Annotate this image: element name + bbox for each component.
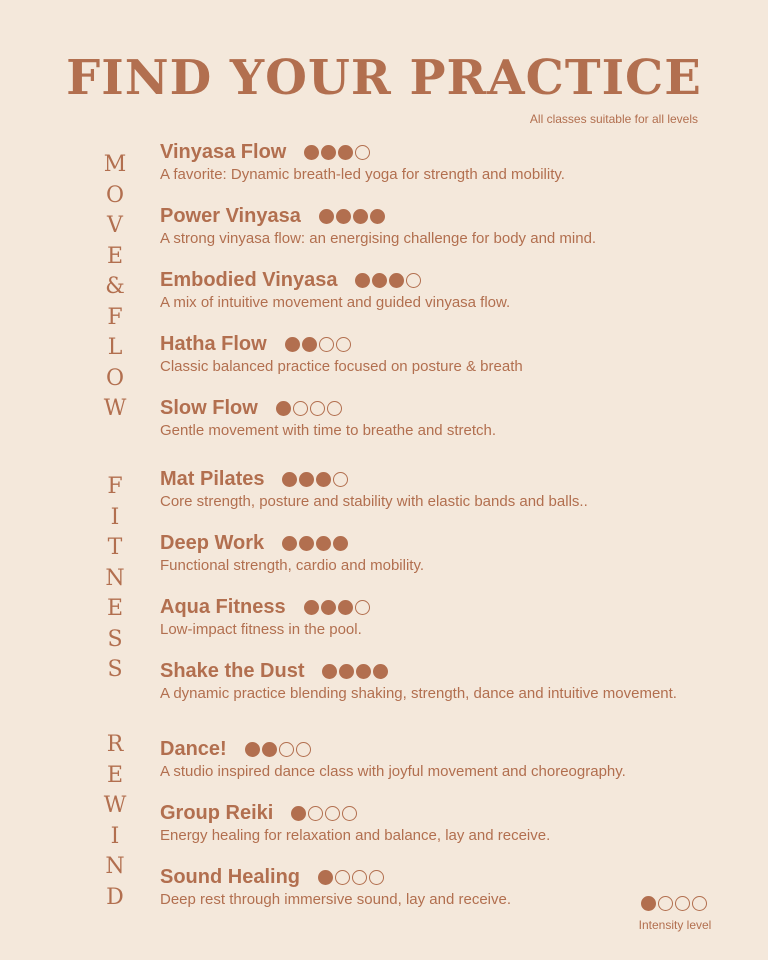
class-name: Sound Healing bbox=[160, 865, 300, 888]
filled-dot-icon bbox=[318, 870, 333, 885]
class-description: A studio inspired dance class with joyful movement and choreography. bbox=[160, 763, 626, 780]
class-name-row bbox=[160, 466, 740, 492]
category-letter: S bbox=[107, 626, 123, 652]
class-name: Vinyasa Flow bbox=[160, 140, 287, 163]
filled-dot-icon bbox=[370, 209, 385, 224]
class-name: Group Reiki bbox=[160, 801, 274, 824]
intensity-dots bbox=[276, 401, 344, 416]
subtitle: All classes suitable for all levels bbox=[529, 112, 698, 126]
category-letter: T bbox=[107, 535, 123, 560]
filled-dot-icon bbox=[321, 600, 336, 615]
filled-dot-icon bbox=[245, 742, 260, 757]
filled-dot-icon bbox=[333, 536, 348, 551]
class-name-row bbox=[160, 736, 740, 762]
empty-dot-icon bbox=[279, 742, 294, 757]
class-entry bbox=[160, 658, 740, 702]
category-letter: I bbox=[110, 823, 120, 849]
category-letter: & bbox=[105, 274, 125, 299]
filled-dot-icon bbox=[304, 145, 319, 160]
class-description: Core strength, posture and stability with elastic bands and balls.. bbox=[160, 493, 588, 510]
class-entry bbox=[160, 594, 740, 638]
category-letter: F bbox=[107, 474, 123, 499]
empty-dot-icon bbox=[333, 472, 348, 487]
category-letter: N bbox=[105, 565, 125, 591]
class-name-row bbox=[160, 800, 740, 826]
intensity-dots bbox=[285, 337, 353, 352]
class-name-row bbox=[160, 864, 740, 890]
class-name: Dance! bbox=[160, 737, 227, 760]
filled-dot-icon bbox=[316, 472, 331, 487]
empty-dot-icon bbox=[327, 401, 342, 416]
empty-dot-icon bbox=[355, 145, 370, 160]
filled-dot-icon bbox=[355, 273, 370, 288]
intensity-dots bbox=[282, 472, 350, 487]
filled-dot-icon bbox=[291, 806, 306, 821]
class-name-row bbox=[160, 203, 740, 229]
class-description: Functional strength, cardio and mobility. bbox=[160, 557, 425, 574]
category-letter: D bbox=[106, 884, 124, 910]
empty-dot-icon bbox=[369, 870, 384, 885]
class-description: A dynamic practice blending shaking, strength, dance and intuitive movement. bbox=[160, 685, 677, 702]
intensity-dots bbox=[304, 600, 372, 615]
filled-dot-icon bbox=[302, 337, 317, 352]
empty-dot-icon bbox=[658, 896, 673, 911]
empty-dot-icon bbox=[335, 870, 350, 885]
category-letter: L bbox=[107, 335, 123, 360]
empty-dot-icon bbox=[296, 742, 311, 757]
class-name-row bbox=[160, 331, 740, 357]
intensity-dots bbox=[319, 209, 387, 224]
filled-dot-icon bbox=[338, 600, 353, 615]
empty-dot-icon bbox=[319, 337, 334, 352]
filled-dot-icon bbox=[282, 472, 297, 487]
filled-dot-icon bbox=[353, 209, 368, 224]
filled-dot-icon bbox=[336, 209, 351, 224]
filled-dot-icon bbox=[373, 664, 388, 679]
intensity-legend bbox=[634, 896, 716, 932]
class-entry bbox=[160, 139, 740, 183]
empty-dot-icon bbox=[352, 870, 367, 885]
class-entry bbox=[160, 395, 740, 439]
class-entry bbox=[160, 800, 740, 844]
class-description: Deep rest through immersive sound, lay and receive. bbox=[160, 891, 512, 908]
class-name: Slow Flow bbox=[160, 396, 258, 419]
category-letter: E bbox=[106, 596, 124, 621]
class-name-row bbox=[160, 530, 740, 556]
category-letter: S bbox=[107, 657, 123, 682]
filled-dot-icon bbox=[282, 536, 297, 551]
category-letter: I bbox=[110, 504, 120, 530]
category-letter: M bbox=[103, 152, 127, 177]
category-move-flow bbox=[100, 150, 130, 425]
empty-dot-icon bbox=[293, 401, 308, 416]
filled-dot-icon bbox=[338, 145, 353, 160]
class-name-row bbox=[160, 139, 740, 165]
class-description: Gentle movement with time to breathe and stretch. bbox=[160, 422, 496, 439]
empty-dot-icon bbox=[342, 806, 357, 821]
filled-dot-icon bbox=[304, 600, 319, 615]
class-entry bbox=[160, 267, 740, 311]
category-rewind bbox=[100, 730, 130, 913]
class-name: Embodied Vinyasa bbox=[160, 268, 338, 291]
category-letter: E bbox=[106, 762, 124, 788]
intensity-dots bbox=[318, 870, 386, 885]
empty-dot-icon bbox=[406, 273, 421, 288]
class-name: Shake the Dust bbox=[160, 659, 305, 682]
class-description: Energy healing for relaxation and balance, lay and receive. bbox=[160, 827, 551, 844]
category-fitness bbox=[100, 472, 130, 686]
filled-dot-icon bbox=[372, 273, 387, 288]
filled-dot-icon bbox=[262, 742, 277, 757]
class-name: Mat Pilates bbox=[160, 467, 265, 490]
class-name: Aqua Fitness bbox=[160, 595, 286, 618]
empty-dot-icon bbox=[355, 600, 370, 615]
class-entry bbox=[160, 331, 740, 375]
empty-dot-icon bbox=[310, 401, 325, 416]
legend-intensity-dots bbox=[641, 896, 709, 911]
class-name-row bbox=[160, 267, 740, 293]
empty-dot-icon bbox=[692, 896, 707, 911]
class-name-row bbox=[160, 395, 740, 421]
intensity-dots bbox=[355, 273, 423, 288]
filled-dot-icon bbox=[299, 472, 314, 487]
category-letter: R bbox=[106, 732, 124, 757]
empty-dot-icon bbox=[675, 896, 690, 911]
category-letter: V bbox=[107, 213, 123, 238]
intensity-dots bbox=[282, 536, 350, 551]
page-title: FIND YOUR PRACTICE bbox=[66, 50, 702, 106]
class-name-row bbox=[160, 658, 740, 684]
filled-dot-icon bbox=[299, 536, 314, 551]
empty-dot-icon bbox=[325, 806, 340, 821]
class-description: A mix of intuitive movement and guided vinyasa flow. bbox=[160, 294, 511, 311]
class-description: A favorite: Dynamic breath-led yoga for strength and mobility. bbox=[160, 166, 565, 183]
filled-dot-icon bbox=[389, 273, 404, 288]
empty-dot-icon bbox=[336, 337, 351, 352]
filled-dot-icon bbox=[339, 664, 354, 679]
filled-dot-icon bbox=[285, 337, 300, 352]
intensity-dots bbox=[304, 145, 372, 160]
class-name: Power Vinyasa bbox=[160, 204, 301, 227]
class-name: Hatha Flow bbox=[160, 332, 267, 355]
filled-dot-icon bbox=[322, 664, 337, 679]
filled-dot-icon bbox=[316, 536, 331, 551]
category-letter: O bbox=[105, 182, 125, 208]
class-name: Deep Work bbox=[160, 531, 265, 554]
category-letter: W bbox=[103, 396, 127, 421]
category-letter: E bbox=[106, 243, 124, 269]
filled-dot-icon bbox=[356, 664, 371, 679]
intensity-dots bbox=[322, 664, 390, 679]
empty-dot-icon bbox=[308, 806, 323, 821]
class-name-row bbox=[160, 594, 740, 620]
class-description: Classic balanced practice focused on posture & breath bbox=[160, 358, 523, 375]
class-entry bbox=[160, 530, 740, 574]
legend-label: Intensity level bbox=[638, 918, 712, 932]
intensity-dots bbox=[291, 806, 359, 821]
category-letter: O bbox=[105, 365, 125, 391]
category-letter: F bbox=[107, 304, 123, 330]
category-letter: W bbox=[103, 793, 127, 818]
filled-dot-icon bbox=[321, 145, 336, 160]
class-description: A strong vinyasa flow: an energising challenge for body and mind. bbox=[160, 230, 597, 247]
filled-dot-icon bbox=[641, 896, 656, 911]
class-entry bbox=[160, 736, 740, 780]
class-description: Low-impact fitness in the pool. bbox=[160, 621, 362, 638]
filled-dot-icon bbox=[276, 401, 291, 416]
category-letter: N bbox=[105, 854, 125, 879]
class-entry bbox=[160, 203, 740, 247]
class-entry bbox=[160, 466, 740, 510]
filled-dot-icon bbox=[319, 209, 334, 224]
intensity-dots bbox=[245, 742, 313, 757]
